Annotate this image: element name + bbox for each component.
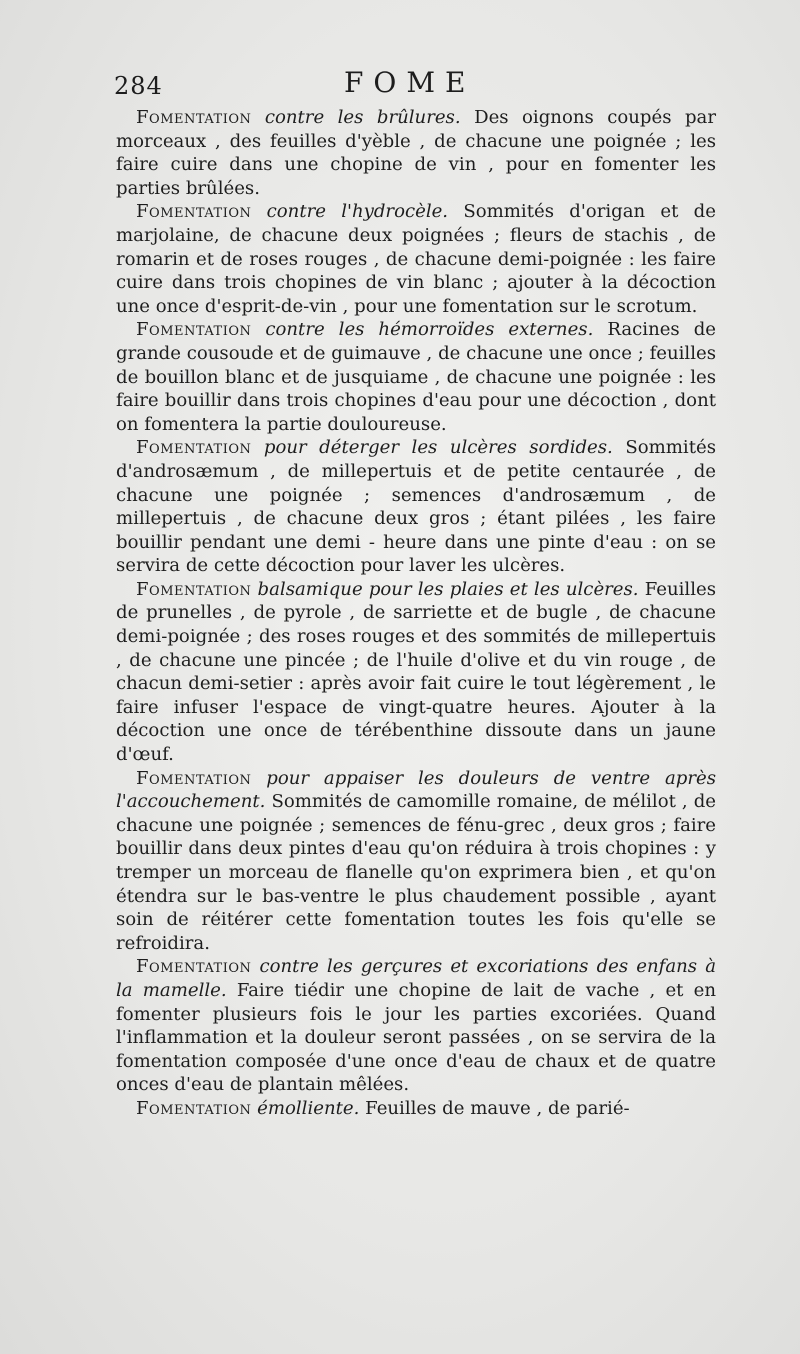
entry-subject: balsamique pour les plaies et les ulcères.: [257, 578, 639, 600]
page-header: [114, 66, 800, 106]
entry: [116, 318, 716, 436]
entry-text: Feuilles de mauve , de parié-: [365, 1097, 630, 1119]
entry-heading: Fomentation: [136, 437, 252, 459]
entry-subject: émolliente.: [257, 1097, 360, 1119]
entry: [116, 1097, 716, 1121]
entry-heading: Fomentation: [136, 767, 252, 789]
entry-heading: Fomentation: [136, 107, 252, 128]
entry-subject: contre les hémorroïdes externes.: [265, 319, 594, 341]
entry-text: Sommités d'origan et de marjolaine, de chacune deux poignées ; fleurs de stachis , de romarin et de roses rouges , de chacune demi-poignée : les faire cuire dans trois chopines de vin blanc ; ajouter à la décoction une once d'esprit-de-vin , pour une fomentation sur le scrotum.: [116, 201, 716, 317]
entry-subject: pour déterger les ulcères sordides.: [263, 437, 613, 459]
entry-text: Sommités de camomille romaine, de mélilot , de chacune une poignée ; semences de fénu-grec , deux gros ; faire bouillir dans deux pintes d'eau qu'on réduira à trois chopines : y tremper un morceau de flanelle qu'on exprimera bien , et qu'on étendra sur le bas-ventre le plus chaudement possible , ayant soin de réitérer cette fomentation toutes les fois qu'elle se refroidira.: [116, 791, 716, 954]
running-head: FOME: [344, 66, 476, 99]
entry: [116, 955, 716, 1097]
entry-heading: Fomentation: [136, 1097, 252, 1119]
entry-text: Des oignons coupés par morceaux , des feuilles d'yèble , de chacune une poignée ; les faire cuire dans une chopine de vin , pour en fomenter les parties brûlées.: [116, 107, 716, 199]
entry-subject: pour appaiser les douleurs de ventre après l'accouchement.: [116, 767, 716, 813]
entry-subject: contre l'hydrocèle.: [266, 201, 449, 223]
entry-text: Faire tiédir une chopine de lait de vache , et en fomenter plusieurs fois le jour les parties excoriées. Quand l'inflammation et la douleur seront passées , on se servira de la fomentation composée d'une once d'eau de chaux et de quatre onces d'eau de plantain mêlées.: [116, 979, 716, 1096]
entry: [116, 200, 716, 318]
entry-text: Racines de grande cousoude et de guimauve , de chacune une once ; feuilles de bouillon blanc et de jusquiame , de chacune une poignée : les faire bouillir dans trois chopines d'eau pour une décoction , dont on fomentera la partie douloureuse.: [116, 319, 716, 435]
entry: [116, 436, 716, 578]
entry: [116, 578, 716, 767]
entry-heading: Fomentation: [136, 956, 252, 978]
body-text: [116, 106, 716, 1121]
entry-heading: Fomentation: [136, 201, 252, 223]
page-number: 284: [114, 72, 163, 100]
entry-text: Feuilles de prunelles , de pyrole , de sarriette et de bugle , de chacune demi-poignée ; des roses rouges et des sommités de millepertuis , de chacune une pincée ; de l'huile d'olive et du vin rouge , de chacun demi-setier : après avoir fait cuire le tout légèrement , le faire infuser l'espace de vingt-quatre heures. Ajouter à la décoction une once de térébenthine dissoute dans un jaune d'œuf.: [116, 578, 716, 766]
entry-subject: contre les brûlures.: [264, 107, 461, 128]
entry-text: Sommités d'androsæmum , de millepertuis et de petite centaurée , de chacune une poignée ; semences d'androsæmum , de millepertuis , de chacune deux gros ; étant pilées , les faire bouillir pendant une demi - heure dans une pinte d'eau : on se servira de cette décoction pour laver les ulcères.: [116, 437, 716, 577]
entry-heading: Fomentation: [136, 319, 252, 341]
entry: [116, 106, 716, 200]
entry: [116, 767, 716, 956]
entry-subject: contre les gerçures et excoriations des enfans à la mamelle.: [116, 956, 716, 1001]
entry-heading: Fomentation: [136, 578, 252, 600]
